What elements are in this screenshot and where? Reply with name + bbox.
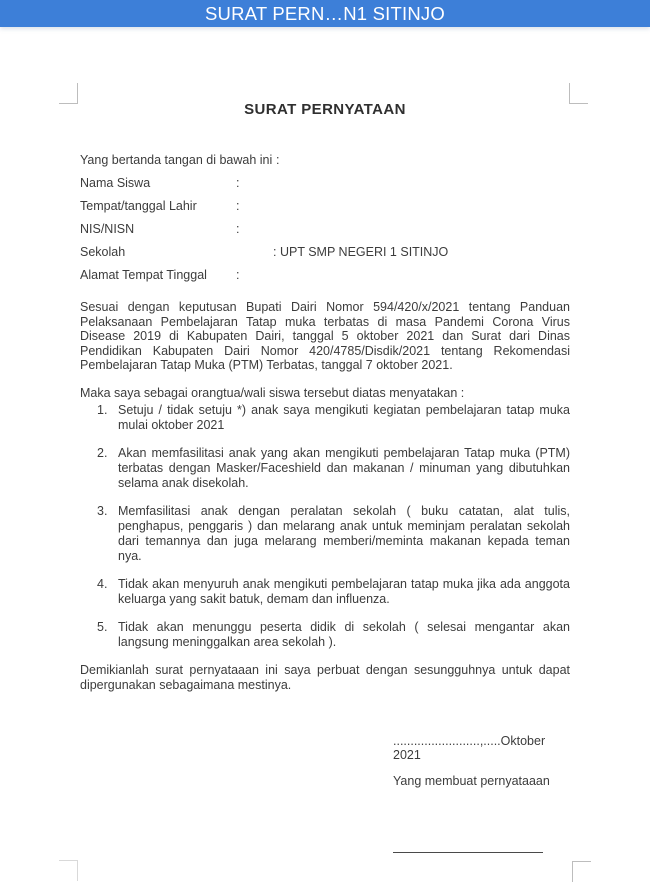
field-colon: : bbox=[236, 222, 240, 236]
list-item bbox=[80, 620, 570, 650]
list-item-number: 5. bbox=[97, 619, 108, 634]
list-item-text: Akan memfasilitasi anak yang akan mengikuti pembelajaran Tatap muka (PTM) terbatas dengan Masker/Faceshield dan makanan / minuman yang dibutuhkan selama anak disekolah. bbox=[118, 445, 570, 490]
list-item bbox=[80, 504, 570, 564]
intro-label: Yang bertanda tangan di bawah ini bbox=[80, 153, 273, 167]
margin-mark-bottom-right bbox=[572, 861, 591, 882]
list-item-number: 4. bbox=[97, 576, 108, 591]
intro-colon: : bbox=[276, 153, 280, 167]
field-row-alamat bbox=[80, 268, 570, 282]
list-item-number: 3. bbox=[97, 503, 108, 518]
field-colon: : bbox=[236, 199, 240, 213]
signature-date-line: .........................,.....Oktober 2021 bbox=[393, 733, 546, 762]
signature-role-label: Yang membuat pernyataaan bbox=[393, 773, 550, 788]
field-label: NIS/NISN bbox=[80, 222, 135, 236]
field-colon: : bbox=[273, 245, 277, 259]
list-item-number: 1. bbox=[97, 402, 108, 417]
list-item-text: Setuju / tidak setuju *) anak saya mengikuti kegiatan pembelajaran tatap muka mulai oktober 2021 bbox=[118, 402, 570, 432]
statement-intro: Maka saya sebagai orangtua/wali siswa tersebut diatas menyatakan : bbox=[80, 385, 465, 400]
app-title-bar bbox=[0, 0, 650, 27]
closing-paragraph: Demikianlah surat pernyataaan ini saya perbuat dengan sesungguhnya untuk dapat dipergunakan sebagaimana mestinya. bbox=[80, 662, 570, 692]
field-label: Nama Siswa bbox=[80, 176, 151, 190]
margin-mark-bottom-left bbox=[59, 860, 78, 881]
field-row-tempat-tanggal-lahir bbox=[80, 199, 570, 213]
app-title: SURAT PERN…N1 SITINJO bbox=[205, 2, 445, 24]
field-colon: : bbox=[236, 176, 240, 190]
list-item-number: 2. bbox=[97, 445, 108, 460]
document-page[interactable] bbox=[0, 27, 650, 893]
list-item bbox=[80, 446, 570, 491]
field-value-school-name: UPT SMP NEGERI 1 SITINJO bbox=[276, 245, 449, 259]
document-title: SURAT PERNYATAAN bbox=[244, 101, 406, 118]
margin-mark-top-right bbox=[569, 83, 588, 104]
signature-line bbox=[393, 852, 543, 853]
intro-line bbox=[80, 153, 570, 167]
list-item-text: Memfasilitasi anak dengan peralatan sekolah ( buku catatan, alat tulis, penghapus, penggaris ) dan melarang anak untuk meminjam peralatan sekolah dari temannya dan juga melarang memberi/meminta makanan kepada teman nya. bbox=[118, 503, 570, 563]
field-label: Sekolah bbox=[80, 245, 126, 259]
statement-list bbox=[80, 403, 570, 650]
list-item bbox=[80, 577, 570, 607]
list-item-text: Tidak akan menyuruh anak mengikuti pembelajaran tatap muka jika ada anggota keluarga yang sakit batuk, demam dan influenza. bbox=[118, 576, 570, 606]
field-row-nama-siswa bbox=[80, 176, 570, 190]
field-row-nis-nisn bbox=[80, 222, 570, 236]
field-label: Tempat/tanggal Lahir bbox=[80, 199, 197, 213]
field-label: Alamat Tempat Tinggal bbox=[80, 268, 207, 282]
field-list bbox=[80, 176, 570, 282]
opening-paragraph: Sesuai dengan keputusan Bupati Dairi Nomor 594/420/x/2021 tentang Panduan Pelaksanaan Pembelajaran Tatap muka terbatas di masa Pandemi Corona Virus Disease 2019 di Kabupaten Dairi, tanggal 5 oktober 2021 dan Surat dari Dinas Pendidikan Kabupaten Dairi Nomor 420/4785/Disdik/2021 tentang Rekomendasi Pembelajaran Tatap Muka (PTM) Terbatas, tanggal 7 oktober 2021. bbox=[80, 300, 570, 372]
field-colon: : bbox=[236, 268, 240, 282]
list-item bbox=[80, 403, 570, 433]
signature-block bbox=[393, 734, 570, 853]
list-item-text: Tidak akan menunggu peserta didik di sekolah ( selesai mengantar akan langsung meninggalkan area sekolah ). bbox=[118, 619, 570, 649]
field-row-sekolah bbox=[80, 245, 570, 259]
margin-mark-top-left bbox=[59, 83, 78, 104]
